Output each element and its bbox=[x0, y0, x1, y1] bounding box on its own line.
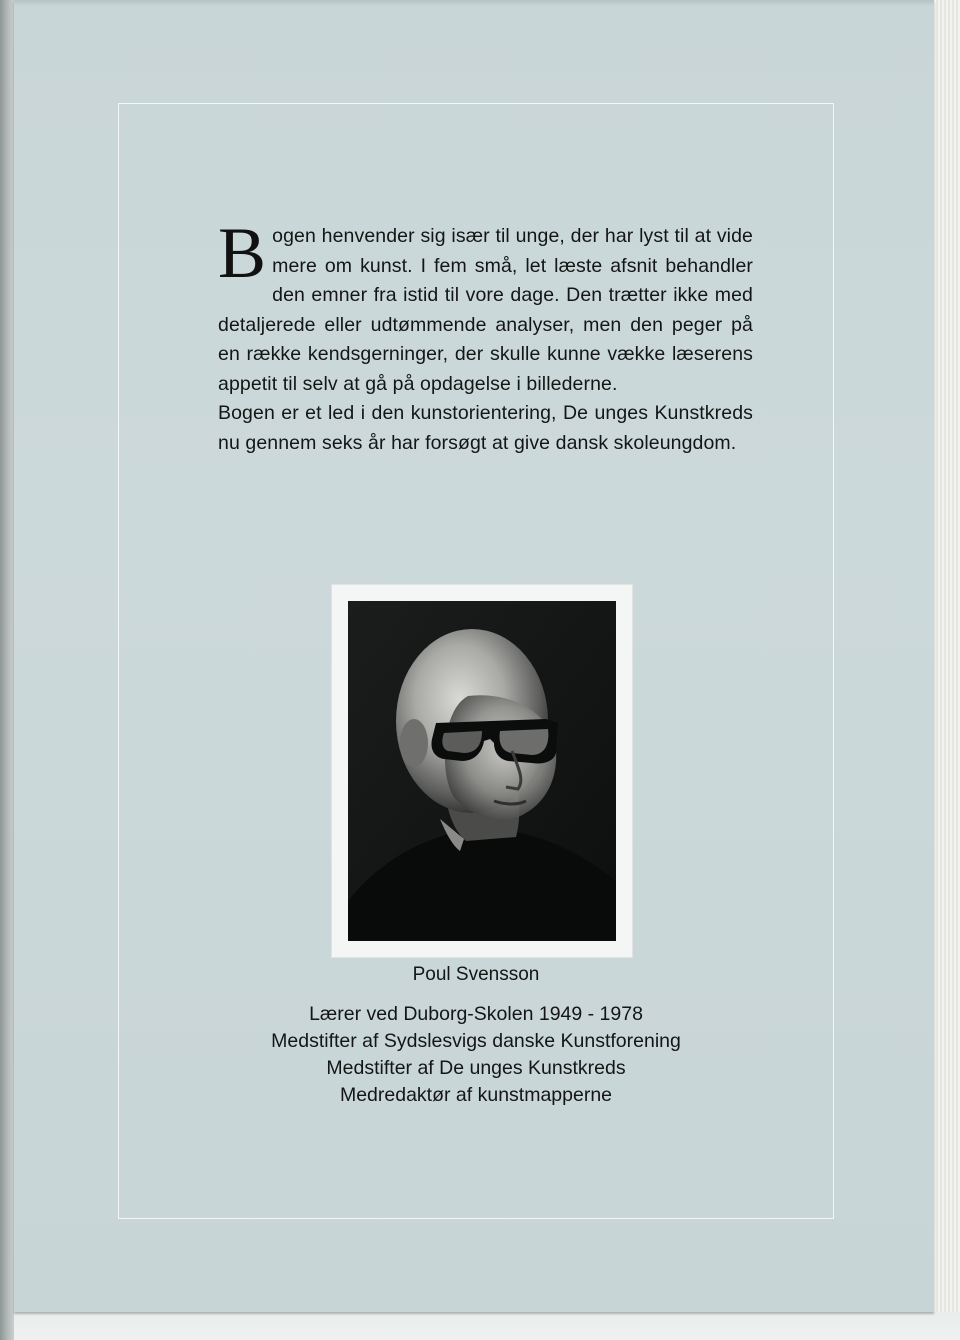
blurb-text bbox=[218, 213, 753, 458]
author-name: Poul Svensson bbox=[412, 964, 540, 985]
cover-top-edge bbox=[14, 0, 934, 6]
table-shadow bbox=[0, 0, 14, 1340]
drop-cap: B bbox=[218, 213, 267, 293]
credit-line: Medstifter af De unges Kunstkreds bbox=[326, 1057, 626, 1079]
credit-line: Medredaktør af kunstmapperne bbox=[339, 1084, 613, 1106]
bottom-page-edge bbox=[14, 1312, 960, 1340]
blurb-paragraph-2: Bogen er et led i den kunstorientering, De unges Kunstkreds nu gennem seks år har forsøgt at give dansk skoleungdom. bbox=[218, 402, 753, 454]
blurb-paragraph-1 bbox=[218, 213, 753, 399]
credit-line: Medstifter af Sydslesvigs danske Kunstforening bbox=[271, 1030, 681, 1052]
portrait-photo-icon bbox=[348, 601, 616, 941]
credit-line: Lærer ved Duborg-Skolen 1949 - 1978 bbox=[309, 1003, 643, 1025]
portrait-illustration bbox=[348, 601, 616, 941]
blurb-paragraph-1-text: ogen henvender sig især til unge, der har lyst til at vide mere om kunst. I fem små, let læste afsnit behandler den emner fra istid til vore dage. Den trætter ikke med detaljerede eller udtømmende analyser, men den peger på en række kendsgerninger, der skulle kunne vække læserens appetit til selv at gå på opdagelse i billederne. bbox=[218, 225, 753, 395]
page-edges bbox=[934, 0, 960, 1340]
author-credits bbox=[118, 1001, 834, 1109]
